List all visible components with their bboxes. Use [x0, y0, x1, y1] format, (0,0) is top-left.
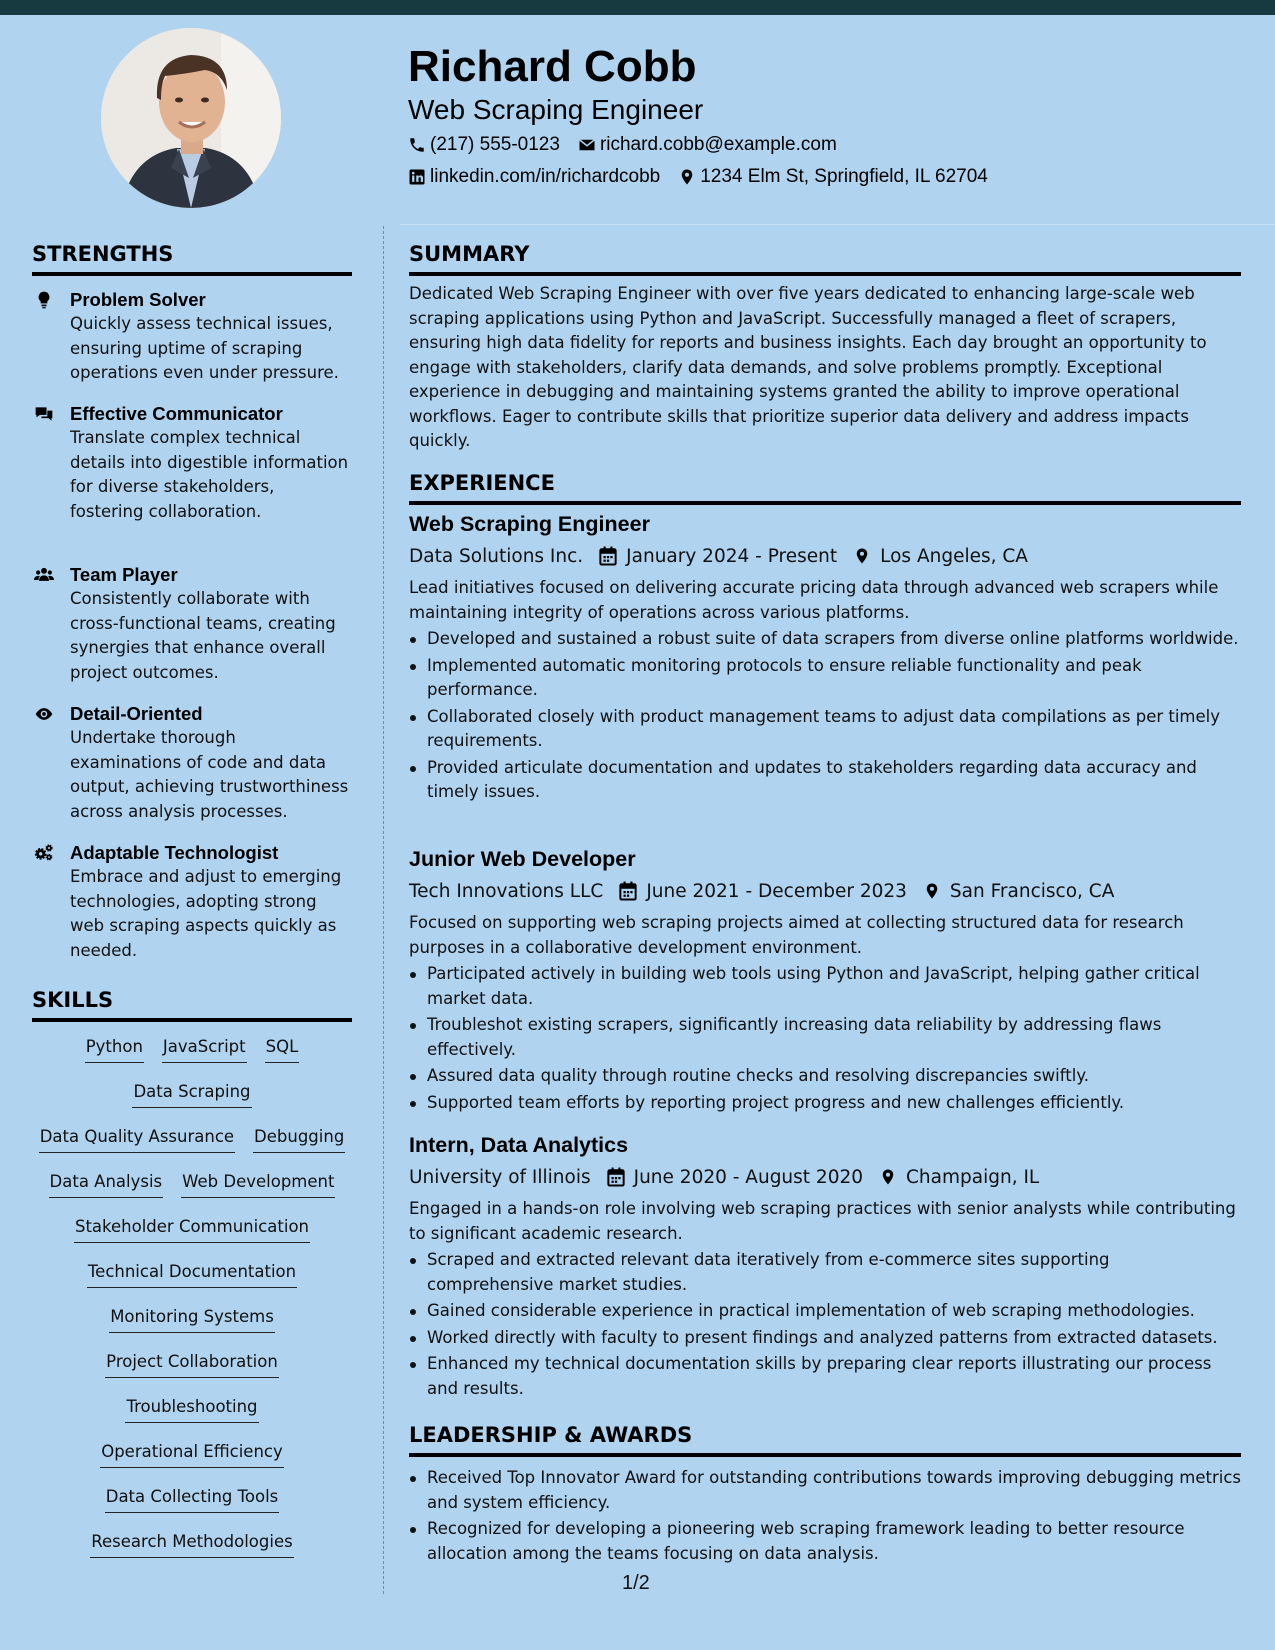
skill-tag: Stakeholder Communication [74, 1215, 310, 1243]
lightbulb-icon [32, 290, 56, 310]
envelope-icon [578, 136, 596, 154]
job-bullet: Supported team efforts by reporting project progress and new challenges efficiently. [409, 1091, 1241, 1116]
job-bullet: Provided articulate documentation and updates to stakeholders regarding data accuracy and timely issues. [409, 756, 1241, 805]
strength-title: Detail-Oriented [70, 703, 203, 724]
calendar-icon [619, 881, 637, 901]
strength-desc: Translate complex technical details into digestible information for diverse stakeholders, fostering collaboration. [70, 428, 349, 521]
job-meta [409, 877, 1241, 905]
skill-tag: JavaScript [162, 1035, 247, 1063]
phone-icon [408, 136, 426, 154]
linkedin-contact[interactable] [408, 166, 660, 188]
users-icon [32, 565, 56, 585]
phone-contact[interactable] [408, 134, 560, 156]
linkedin-icon [408, 168, 426, 186]
map-pin-icon [923, 881, 941, 901]
job-bullet: Worked directly with faculty to present findings and analyzed patterns from extracted datasets. [409, 1326, 1241, 1351]
job-location: Champaign, IL [906, 1166, 1040, 1188]
experience-heading: EXPERIENCE [409, 471, 1241, 505]
job-bullets [409, 1248, 1241, 1401]
strength-desc: Quickly assess technical issues, ensuring uptime of scraping operations even under pressure. [70, 314, 339, 382]
strength-item [32, 841, 352, 963]
page-number: 1/2 [622, 1572, 650, 1594]
job-company: University of Illinois [409, 1166, 591, 1188]
skill-row [76, 1035, 309, 1080]
skill-tag: Python [85, 1035, 144, 1063]
job-bullets [409, 962, 1241, 1115]
candidate-name: Richard Cobb [408, 42, 697, 91]
skill-row [96, 1350, 288, 1395]
job-company: Tech Innovations LLC [409, 880, 604, 902]
strength-title: Adaptable Technologist [70, 842, 279, 863]
skill-row [116, 1395, 267, 1440]
strength-title: Effective Communicator [70, 403, 283, 424]
strength-title: Problem Solver [70, 289, 206, 310]
skill-row [100, 1305, 284, 1350]
address-contact [678, 166, 988, 188]
summary-section [409, 282, 1241, 454]
job-bullet: Troubleshot existing scrapers, significantly increasing data reliability by addressing flaws effectively. [409, 1013, 1241, 1062]
skill-tag: SQL [265, 1035, 300, 1063]
skill-tag: Debugging [253, 1125, 345, 1153]
skill-tag: Web Development [181, 1170, 335, 1198]
skill-tag: Troubleshooting [125, 1395, 258, 1423]
job-role: Intern, Data Analytics [409, 1133, 629, 1157]
job-bullet: Developed and sustained a robust suite of data scrapers from diverse online platforms worldwide. [409, 627, 1241, 652]
skill-tag: Research Methodologies [90, 1530, 293, 1558]
job-entry [409, 845, 1241, 1115]
job-bullet: Assured data quality through routine checks and resolving discrepancies swiftly. [409, 1064, 1241, 1089]
skill-tag: Data Scraping [132, 1080, 251, 1108]
skill-tag: Operational Efficiency [100, 1440, 284, 1468]
award-bullet: Received Top Innovator Award for outstanding contributions towards improving debugging metrics and system efficiency. [409, 1466, 1241, 1515]
strength-desc: Embrace and adjust to emerging technologies, adopting strong web scraping aspects quickly as needed. [70, 867, 342, 960]
job-location: San Francisco, CA [949, 880, 1115, 902]
summary-heading: SUMMARY [409, 242, 1241, 276]
skills-list [32, 1035, 352, 1575]
job-bullets [409, 627, 1241, 805]
skill-tag: Data Analysis [49, 1170, 164, 1198]
comments-icon [32, 404, 56, 424]
map-pin-icon [853, 546, 871, 566]
job-company: Data Solutions Inc. [409, 545, 584, 567]
top-bar [0, 0, 1275, 15]
job-entry [409, 1131, 1241, 1401]
strength-item [32, 288, 352, 386]
skills-heading: SKILLS [32, 988, 352, 1022]
job-dates: June 2020 - August 2020 [633, 1166, 864, 1188]
column-divider [383, 226, 384, 1594]
map-pin-icon [678, 168, 696, 186]
linkedin-text: linkedin.com/in/richardcobb [430, 166, 661, 187]
strength-item [32, 702, 352, 824]
skill-row [65, 1215, 319, 1260]
skill-tag: Data Quality Assurance [39, 1125, 235, 1153]
skill-row [78, 1260, 306, 1305]
job-role: Junior Web Developer [409, 847, 636, 871]
skill-row [123, 1080, 260, 1125]
strength-title: Team Player [70, 564, 178, 585]
job-description: Focused on supporting web scraping projects aimed at collecting structured data for research purposes in a collaborative development environment. [409, 913, 1184, 957]
skill-row [40, 1170, 345, 1215]
strengths-heading: STRENGTHS [32, 242, 352, 276]
award-bullet: Recognized for developing a pioneering web scraping framework leading to better resource allocation among the teams focusing on data analysis. [409, 1517, 1241, 1566]
job-bullet: Implemented automatic monitoring protocols to ensure reliable functionality and peak performance. [409, 654, 1241, 703]
skill-tag: Data Collecting Tools [105, 1485, 280, 1513]
job-bullet: Collaborated closely with product management teams to adjust data compilations as per timely requirements. [409, 705, 1241, 754]
address-text: 1234 Elm St, Springfield, IL 62704 [700, 166, 988, 187]
skill-row [96, 1485, 289, 1530]
gears-icon [32, 843, 56, 863]
job-description: Engaged in a hands-on role involving web scraping practices with senior analysts while contributing to significant academic research. [409, 1199, 1236, 1243]
skill-tag: Project Collaboration [105, 1350, 279, 1378]
strength-desc: Undertake thorough examinations of code and data output, achieving trustworthiness across analysis processes. [70, 728, 349, 821]
leadership-section [409, 1464, 1241, 1566]
phone-text: (217) 555-0123 [430, 134, 560, 155]
eye-icon [32, 704, 56, 724]
strength-desc: Consistently collaborate with cross-functional teams, creating synergies that enhance overall project outcomes. [70, 589, 336, 682]
calendar-icon [607, 1167, 625, 1187]
job-bullet: Enhanced my technical documentation skills by preparing clear reports illustrating our process and results. [409, 1352, 1241, 1401]
strength-item [32, 402, 352, 524]
email-contact[interactable] [578, 134, 837, 156]
leadership-heading: LEADERSHIP & AWARDS [409, 1423, 1241, 1457]
email-text: richard.cobb@example.com [599, 134, 837, 155]
candidate-title: Web Scraping Engineer [408, 94, 704, 125]
leadership-bullets [409, 1466, 1241, 1566]
contact-row-1 [408, 134, 855, 156]
skill-row [91, 1440, 293, 1485]
strength-item [32, 563, 352, 685]
job-role: Web Scraping Engineer [409, 512, 650, 536]
job-dates: June 2021 - December 2023 [646, 880, 907, 902]
header-divider [400, 224, 1275, 225]
summary-text: Dedicated Web Scraping Engineer with over five years dedicated to enhancing large-scale web scraping applications using Python and JavaScript. Successfully managed a fleet of scrapers, ensuring high data fidelity for reports and business insights. Each day brought an opportunity to engage with stakeholders, clarify data demands, and solve problems promptly. Exceptional experience in debugging and maintaining systems granted the ability to improve operational workflows. Eager to contribute skills that prioritize superior data delivery and address impacts quickly. [409, 284, 1207, 450]
job-bullet: Scraped and extracted relevant data iteratively from e-commerce sites supporting comprehensive market studies. [409, 1248, 1241, 1297]
job-bullet: Gained considerable experience in practical implementation of web scraping methodologies. [409, 1299, 1241, 1324]
calendar-icon [599, 546, 617, 566]
skill-tag: Technical Documentation [87, 1260, 297, 1288]
job-entry [409, 510, 1241, 805]
job-description: Lead initiatives focused on delivering accurate pricing data through advanced web scrapers while maintaining integrity of operations across various platforms. [409, 578, 1219, 622]
job-dates: January 2024 - Present [626, 545, 838, 567]
job-meta [409, 1163, 1241, 1191]
contact-row-2 [408, 166, 1006, 188]
skill-row [30, 1125, 355, 1170]
skill-tag: Monitoring Systems [109, 1305, 275, 1333]
job-location: Los Angeles, CA [880, 545, 1028, 567]
job-bullet: Participated actively in building web tools using Python and JavaScript, helping gather critical market data. [409, 962, 1241, 1011]
skill-row [81, 1530, 302, 1575]
job-meta [409, 542, 1241, 570]
profile-photo [101, 28, 281, 208]
map-pin-icon [879, 1167, 897, 1187]
